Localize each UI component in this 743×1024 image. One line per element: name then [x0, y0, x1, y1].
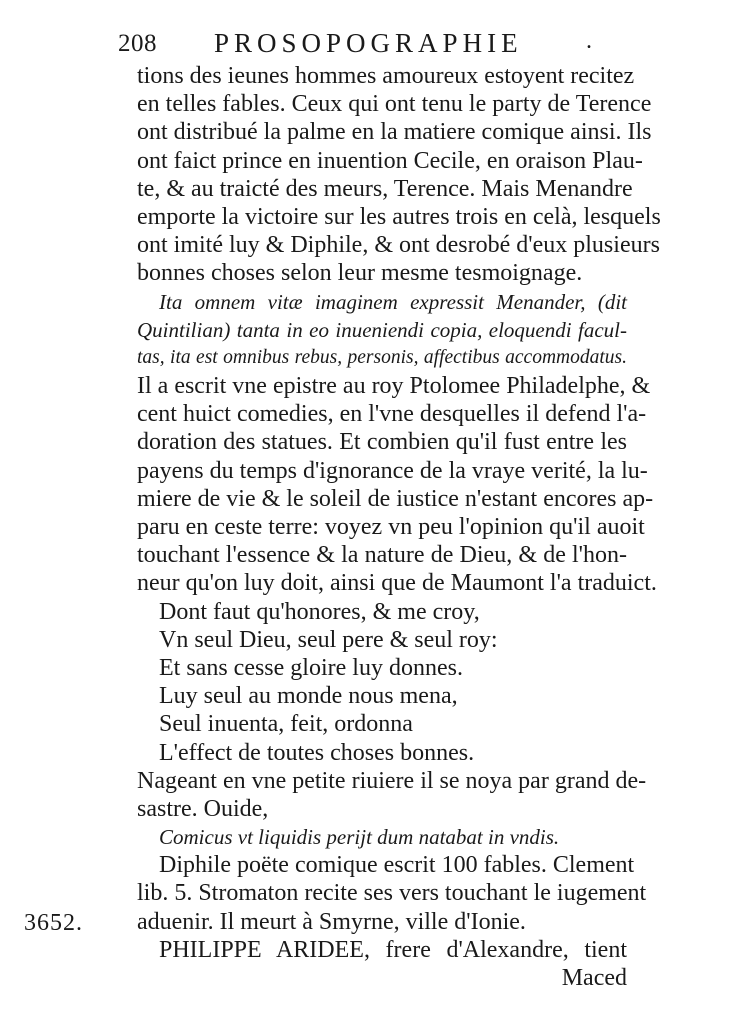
catchword: Maced	[561, 965, 627, 991]
text-line: neur qu'on luy doit, ainsi que de Maumont l'a traduict.	[137, 570, 657, 597]
text-line: lib. 5. Stromaton recite ses vers touchant le iugement	[137, 880, 647, 907]
running-title: PROSOPOGRAPHIE	[214, 28, 523, 58]
text-line: ont faict prince en inuention Cecile, en oraison Plau-	[137, 147, 643, 174]
body-text	[137, 62, 661, 992]
text-line: cent huict comedies, en l'vne desquelles il defend l'a-	[137, 401, 647, 428]
margin-year-note: 3652.	[24, 910, 83, 936]
latin-verse-line: Comicus vt liquidis perijt dum natabat in vndis.	[159, 825, 560, 850]
verse-line: L'effect de toutes choses bonnes.	[159, 739, 475, 766]
verse-line: Et sans cesse gloire luy donnes.	[159, 654, 463, 681]
text-line: bonnes choses selon leur mesme tesmoignage.	[137, 260, 583, 287]
text-line: miere de vie & le soleil de iustice n'estant encores ap-	[137, 485, 654, 512]
text-line: tions des ieunes hommes amoureux estoyent recitez	[137, 63, 635, 89]
verse-line: Luy seul au monde nous mena,	[159, 683, 458, 710]
text-line: aduenir. Il meurt à Smyrne, ville d'Ionie.	[137, 908, 526, 935]
text-line: te, & au traicté des meurs, Terence. Mais Menandre	[137, 175, 633, 202]
header-mark: .	[586, 28, 592, 54]
latin-quote-line: Quintilian) tanta in eo inueniendi copia, eloquendi facul-	[137, 317, 627, 342]
verse-line: Vn seul Dieu, seul pere & seul roy:	[159, 626, 498, 653]
text-line: doration des statues. Et combien qu'il fust entre les	[137, 429, 627, 456]
latin-quote-line: Ita omnem vitæ imaginem expressit Menander, (dit	[159, 289, 627, 314]
latin-quote-line: tas, ita est omnibus rebus, personis, affectibus accommodatus.	[137, 346, 627, 368]
text-line: Il a escrit vne epistre au roy Ptolomee Philadelphe, &	[137, 373, 651, 400]
text-line: ont imité luy & Diphile, & ont desrobé d'eux plusieurs	[137, 232, 660, 259]
page-number: 208	[118, 30, 157, 57]
text-line: payens du temps d'ignorance de la vraye verité, la lu-	[137, 457, 648, 484]
text-line: PHILIPPE ARIDEE, frere d'Alexandre, tient	[159, 936, 627, 963]
verse-line: Dont faut qu'honores, & me croy,	[159, 598, 480, 625]
text-line: emporte la victoire sur les autres trois en celà, lesquels	[137, 203, 661, 230]
text-line: ont distribué la palme en la matiere comique ainsi. Ils	[137, 119, 652, 146]
verse-line: Seul inuenta, feit, ordonna	[159, 711, 413, 738]
text-line: sastre. Ouide,	[137, 795, 269, 822]
text-line: Nageant en vne petite riuiere il se noya par grand de-	[137, 767, 647, 794]
text-line: paru en ceste terre: voyez vn peu l'opinion qu'il auoit	[137, 514, 645, 540]
text-line: en telles fables. Ceux qui ont tenu le party de Terence	[137, 91, 652, 118]
text-line: Diphile poëte comique escrit 100 fables. Clement	[159, 852, 635, 879]
page-header	[118, 28, 608, 64]
text-line: touchant l'essence & la nature de Dieu, & de l'hon-	[137, 542, 627, 569]
